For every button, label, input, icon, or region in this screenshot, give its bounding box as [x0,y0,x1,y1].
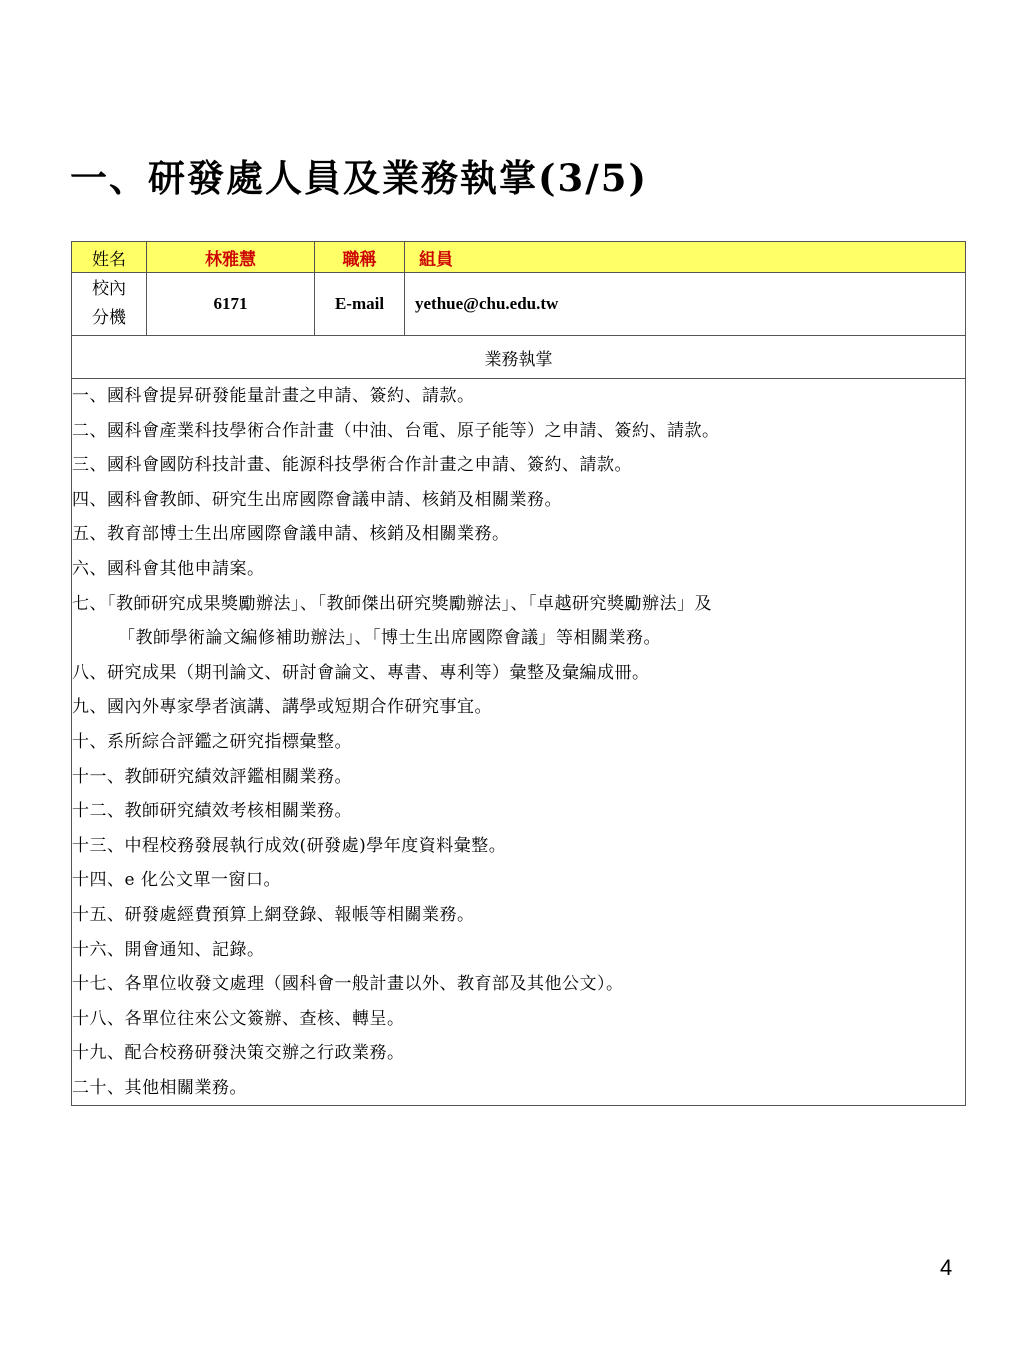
page-title: 一、研發處人員及業務執掌(3/5) [70,156,649,200]
extension-label-line2: 分機 [92,308,126,328]
extension-label-line1: 校內 [92,279,126,299]
duty-item: 七、「教師研究成果獎勵辦法」、「教師傑出研究獎勵辦法」、「卓越研究獎勵辦法」及 [72,593,712,614]
duty-item: 二、國科會產業科技學術合作計畫（中油、台電、原子能等）之申請、簽約、請款。 [72,420,720,441]
duty-item: 九、國內外專家學者演講、講學或短期合作研究事宜。 [72,697,492,718]
staff-info-table [71,241,966,1106]
duty-item: 十三、中程校務發展執行成效(研發處)學年度資料彙整。 [72,835,507,856]
duties-cell [72,379,966,1106]
duty-item: 十六、開會通知、記錄。 [72,939,265,960]
duty-item: 十八、各單位往來公文簽辦、查核、轉呈。 [72,1008,405,1029]
duty-item: 十四、e 化公文單一窗口。 [72,870,281,891]
duty-item: 二十、其他相關業務。 [72,1077,247,1098]
name-value: 林雅慧 [147,242,315,273]
duty-item: 十一、教師研究績效評鑑相關業務。 [72,766,352,787]
duty-item: 四、國科會教師、研究生出席國際會議申請、核銷及相關業務。 [72,489,562,510]
duty-item: 八、研究成果（期刊論文、研討會論文、專書、專利等）彙整及彙編成冊。 [72,662,650,683]
duty-item: 十二、教師研究績效考核相關業務。 [72,801,352,822]
duty-item: 一、國科會提昇研發能量計畫之申請、簽約、請款。 [72,386,475,406]
page-number: 4 [940,1255,953,1280]
duty-item: 六、國科會其他申請案。 [72,558,265,579]
duty-item: 十五、研發處經費預算上網登錄、報帳等相關業務。 [72,904,475,925]
duty-item-continued: 「教師學術論文編修補助辦法」、「博士生出席國際會議」等相關業務。 [118,628,661,649]
duty-item: 三、國科會國防科技計畫、能源科技學術合作計畫之申請、簽約、請款。 [72,455,632,476]
header-row [72,242,966,273]
email-value[interactable]: yethue@chu.edu.tw [405,273,966,336]
duty-item: 十七、各單位收發文處理（國科會一般計畫以外、教育部及其他公文）。 [72,974,624,995]
duty-item: 十、系所綜合評鑑之研究指標彙整。 [72,731,352,752]
section-title: 業務執掌 [72,336,966,379]
position-label: 職稱 [315,242,405,273]
name-label: 姓名 [72,242,147,273]
section-row [72,336,966,379]
extension-label [72,273,147,336]
position-value: 組員 [405,242,966,273]
extension-value: 6171 [147,273,315,336]
duty-item: 五、教育部博士生出席國際會議申請、核銷及相關業務。 [72,524,510,545]
email-label: E-mail [315,273,405,336]
contact-row [72,273,966,336]
duties-row [72,379,966,1106]
duty-item: 十九、配合校務研發決策交辦之行政業務。 [72,1043,405,1064]
